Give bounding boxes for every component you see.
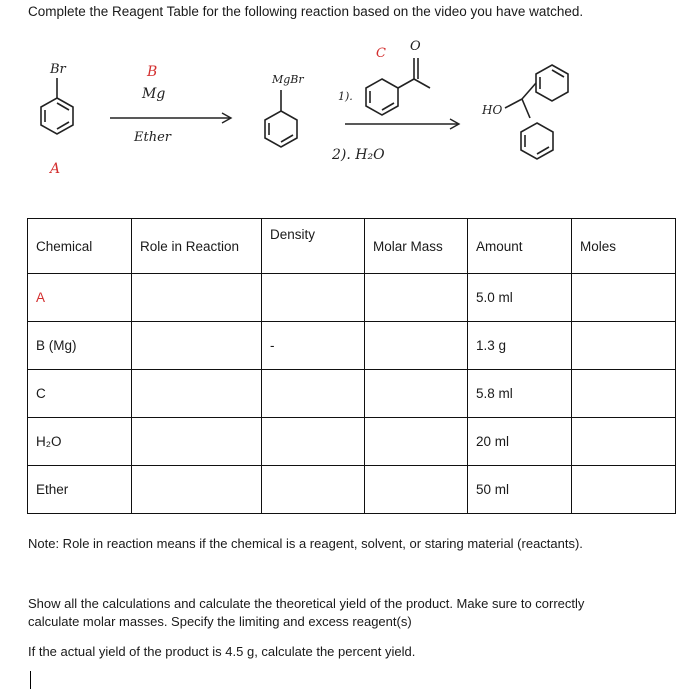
cell-density[interactable] <box>262 370 365 418</box>
br-label: Br <box>50 62 66 77</box>
cell-chemical: B (Mg) <box>28 322 132 370</box>
cell-role[interactable] <box>132 274 262 322</box>
instruction-title: Complete the Reagent Table for the following reaction based on the video you have watched. <box>28 4 584 19</box>
table-header-row <box>28 219 676 274</box>
ether-label: Ether <box>134 130 171 145</box>
bromobenzene-structure <box>41 78 73 134</box>
cell-amount: 20 ml <box>468 418 572 466</box>
table-row <box>28 418 676 466</box>
cell-chemical: H₂O <box>28 418 132 466</box>
instructions-line-2: calculate molar masses. Specify the limiting and excess reagent(s) <box>28 614 412 629</box>
cell-moles[interactable] <box>572 418 676 466</box>
header-density: Density <box>262 219 365 274</box>
cell-moles[interactable] <box>572 322 676 370</box>
header-chemical: Chemical <box>28 219 132 274</box>
table-row <box>28 274 676 322</box>
product-structure <box>505 65 568 159</box>
header-role: Role in Reaction <box>132 219 262 274</box>
carbonyl-compound-structure <box>366 58 430 115</box>
cell-amount: 5.0 ml <box>468 274 572 322</box>
cell-amount: 50 ml <box>468 466 572 514</box>
reagent-b-label: B <box>147 64 158 80</box>
table-row <box>28 466 676 514</box>
instructions-line-1: Show all the calculations and calculate the theoretical yield of the product. Make sure to correctly <box>28 596 585 611</box>
cell-chemical: C <box>28 370 132 418</box>
cell-density[interactable]: - <box>262 322 365 370</box>
cell-molar-mass[interactable] <box>365 466 468 514</box>
cell-molar-mass[interactable] <box>365 274 468 322</box>
carbonyl-label-c: C <box>376 46 386 61</box>
cell-chemical: A <box>28 274 132 322</box>
cell-density[interactable] <box>262 274 365 322</box>
cell-molar-mass[interactable] <box>365 370 468 418</box>
cell-moles[interactable] <box>572 274 676 322</box>
cell-amount: 1.3 g <box>468 322 572 370</box>
cell-chemical: Ether <box>28 466 132 514</box>
reaction-scheme <box>0 28 700 188</box>
cell-role[interactable] <box>132 370 262 418</box>
step1-label: 1). <box>338 90 353 103</box>
role-note: Note: Role in reaction means if the chemical is a reagent, solvent, or staring material (reactants). <box>28 536 583 551</box>
header-moles: Moles <box>572 219 676 274</box>
mgbr-label: MgBr <box>272 73 304 86</box>
header-molar-mass: Molar Mass <box>365 219 468 274</box>
cell-density[interactable] <box>262 466 365 514</box>
cell-molar-mass[interactable] <box>365 418 468 466</box>
reagent-table <box>27 218 676 514</box>
cell-role[interactable] <box>132 322 262 370</box>
cell-molar-mass[interactable] <box>365 322 468 370</box>
step2-label: 2). H₂O <box>332 147 385 163</box>
table-row <box>28 370 676 418</box>
phenylmagnesium-bromide-structure <box>265 90 297 147</box>
header-amount: Amount <box>468 219 572 274</box>
cell-moles[interactable] <box>572 466 676 514</box>
ho-label: HO <box>482 103 503 117</box>
cell-amount: 5.8 ml <box>468 370 572 418</box>
cell-density[interactable] <box>262 418 365 466</box>
text-cursor[interactable] <box>30 671 31 689</box>
mg-label: Mg <box>142 86 166 102</box>
cell-role[interactable] <box>132 466 262 514</box>
cell-role[interactable] <box>132 418 262 466</box>
percent-yield-question: If the actual yield of the product is 4.5 g, calculate the percent yield. <box>28 644 416 659</box>
cell-moles[interactable] <box>572 370 676 418</box>
table-row <box>28 322 676 370</box>
carbonyl-oxygen-label: O <box>410 39 421 54</box>
reactant-label-a: A <box>50 161 61 177</box>
